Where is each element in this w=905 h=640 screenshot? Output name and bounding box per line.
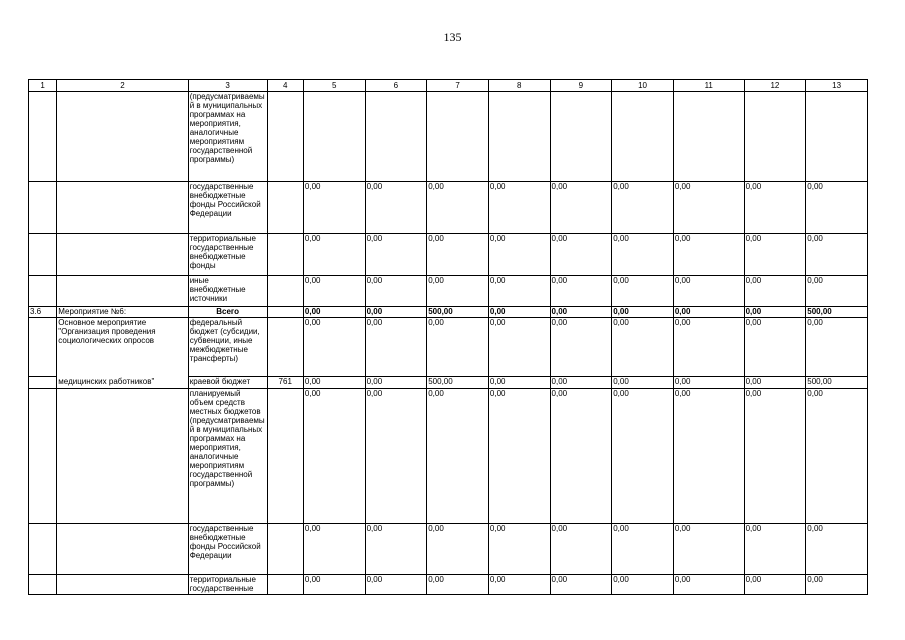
column-header: 1 <box>29 80 57 92</box>
budget-code-cell <box>267 524 303 575</box>
row-number-cell <box>29 182 57 234</box>
amount-cell: 0,00 <box>806 182 868 234</box>
table-row <box>29 575 868 595</box>
column-header: 4 <box>267 80 303 92</box>
amount-cell: 0,00 <box>744 389 806 524</box>
amount-cell: 500,00 <box>427 377 489 389</box>
column-header: 12 <box>744 80 806 92</box>
amount-cell: 0,00 <box>427 389 489 524</box>
amount-cell: 500,00 <box>427 307 489 318</box>
amount-cell: 0,00 <box>612 234 674 276</box>
column-header: 9 <box>550 80 612 92</box>
measure-name-cell <box>57 524 188 575</box>
row-number-cell <box>29 318 57 377</box>
amount-cell: 0,00 <box>488 389 550 524</box>
measure-name-cell: Мероприятие №6: <box>57 307 188 318</box>
amount-cell: 0,00 <box>744 377 806 389</box>
budget-code-cell <box>267 575 303 595</box>
amount-cell: 0,00 <box>303 524 365 575</box>
amount-cell: 0,00 <box>427 318 489 377</box>
amount-cell: 0,00 <box>806 524 868 575</box>
table-row <box>29 182 868 234</box>
column-header: 8 <box>488 80 550 92</box>
amount-cell <box>806 92 868 182</box>
amount-cell: 0,00 <box>612 318 674 377</box>
amount-cell: 0,00 <box>303 575 365 595</box>
amount-cell: 0,00 <box>744 276 806 307</box>
funding-source-cell: планируемый объем средств местных бюджетов (предусматриваемый в муниципальных программах на мероприятия, аналогичные мероприятиям государственной программы) <box>188 389 267 524</box>
amount-cell: 0,00 <box>550 524 612 575</box>
amount-cell: 0,00 <box>303 307 365 318</box>
amount-cell: 0,00 <box>806 318 868 377</box>
amount-cell: 0,00 <box>744 524 806 575</box>
amount-cell: 0,00 <box>744 575 806 595</box>
funding-source-cell: Всего <box>188 307 267 318</box>
amount-cell: 0,00 <box>612 276 674 307</box>
amount-cell: 0,00 <box>427 276 489 307</box>
amount-cell: 0,00 <box>488 307 550 318</box>
funding-source-cell: краевой бюджет <box>188 377 267 389</box>
amount-cell: 0,00 <box>427 575 489 595</box>
column-header: 11 <box>673 80 744 92</box>
amount-cell: 0,00 <box>550 234 612 276</box>
amount-cell: 0,00 <box>806 389 868 524</box>
amount-cell <box>612 92 674 182</box>
amount-cell: 0,00 <box>365 182 427 234</box>
funding-source-cell: федеральный бюджет (субсидии, субвенции, иные межбюджетные трансферты) <box>188 318 267 377</box>
amount-cell: 500,00 <box>806 377 868 389</box>
amount-cell <box>488 92 550 182</box>
column-header: 2 <box>57 80 188 92</box>
measure-name-cell: медицинских работников" <box>57 377 188 389</box>
column-header: 5 <box>303 80 365 92</box>
amount-cell <box>303 92 365 182</box>
amount-cell: 0,00 <box>427 182 489 234</box>
amount-cell: 0,00 <box>550 389 612 524</box>
funding-source-cell: государственные внебюджетные фонды Российской Федерации <box>188 182 267 234</box>
amount-cell: 0,00 <box>488 182 550 234</box>
amount-cell: 0,00 <box>673 307 744 318</box>
amount-cell: 0,00 <box>673 389 744 524</box>
table-header-row <box>29 80 868 92</box>
amount-cell: 0,00 <box>612 389 674 524</box>
amount-cell <box>550 92 612 182</box>
budget-code-cell <box>267 182 303 234</box>
amount-cell: 0,00 <box>673 377 744 389</box>
amount-cell: 0,00 <box>427 524 489 575</box>
amount-cell: 0,00 <box>303 234 365 276</box>
table-row <box>29 307 868 318</box>
amount-cell: 0,00 <box>673 276 744 307</box>
amount-cell: 0,00 <box>365 575 427 595</box>
amount-cell: 0,00 <box>612 182 674 234</box>
amount-cell: 0,00 <box>673 524 744 575</box>
budget-code-cell <box>267 318 303 377</box>
funding-source-cell: территориальные государственные <box>188 575 267 595</box>
table-row <box>29 524 868 575</box>
row-number-cell <box>29 234 57 276</box>
amount-cell: 0,00 <box>744 318 806 377</box>
measure-name-cell <box>57 575 188 595</box>
amount-cell: 0,00 <box>806 234 868 276</box>
amount-cell: 0,00 <box>365 307 427 318</box>
column-header: 10 <box>612 80 674 92</box>
row-number-cell <box>29 276 57 307</box>
amount-cell: 0,00 <box>550 307 612 318</box>
amount-cell: 0,00 <box>488 234 550 276</box>
amount-cell: 0,00 <box>744 307 806 318</box>
table-row <box>29 234 868 276</box>
amount-cell: 0,00 <box>365 389 427 524</box>
amount-cell: 0,00 <box>427 234 489 276</box>
amount-cell: 0,00 <box>488 575 550 595</box>
measure-name-cell <box>57 92 188 182</box>
amount-cell: 0,00 <box>303 377 365 389</box>
amount-cell: 0,00 <box>612 377 674 389</box>
amount-cell: 0,00 <box>744 182 806 234</box>
amount-cell: 0,00 <box>488 524 550 575</box>
row-number-cell <box>29 575 57 595</box>
funding-source-cell: государственные внебюджетные фонды Российской Федерации <box>188 524 267 575</box>
funding-source-cell: (предусматриваемый в муниципальных программах на мероприятия, аналогичные мероприятиям государственной программы) <box>188 92 267 182</box>
amount-cell: 0,00 <box>612 575 674 595</box>
measure-name-cell <box>57 276 188 307</box>
row-number-cell: 3.6 <box>29 307 57 318</box>
budget-code-cell <box>267 389 303 524</box>
amount-cell: 0,00 <box>303 276 365 307</box>
table-row <box>29 377 868 389</box>
amount-cell: 0,00 <box>550 377 612 389</box>
amount-cell <box>673 92 744 182</box>
budget-table <box>28 79 868 595</box>
table-row <box>29 276 868 307</box>
amount-cell: 0,00 <box>488 318 550 377</box>
amount-cell: 0,00 <box>365 524 427 575</box>
amount-cell: 0,00 <box>806 276 868 307</box>
measure-name-cell <box>57 389 188 524</box>
measure-name-cell <box>57 234 188 276</box>
amount-cell: 0,00 <box>488 276 550 307</box>
amount-cell: 0,00 <box>488 377 550 389</box>
budget-code-cell <box>267 307 303 318</box>
amount-cell: 0,00 <box>303 182 365 234</box>
measure-name-cell <box>57 182 188 234</box>
row-number-cell <box>29 524 57 575</box>
amount-cell: 0,00 <box>673 575 744 595</box>
column-header: 13 <box>806 80 868 92</box>
budget-code-cell <box>267 92 303 182</box>
budget-code-cell <box>267 234 303 276</box>
table-row <box>29 92 868 182</box>
column-header: 6 <box>365 80 427 92</box>
amount-cell: 0,00 <box>612 524 674 575</box>
budget-code-cell <box>267 276 303 307</box>
row-number-cell <box>29 92 57 182</box>
amount-cell: 0,00 <box>806 575 868 595</box>
amount-cell: 0,00 <box>673 234 744 276</box>
measure-name-cell: Основное мероприятие "Организация проведения социологических опросов <box>57 318 188 377</box>
amount-cell: 0,00 <box>365 276 427 307</box>
table-row <box>29 318 868 377</box>
amount-cell <box>365 92 427 182</box>
row-number-cell <box>29 389 57 524</box>
amount-cell: 0,00 <box>303 318 365 377</box>
column-header: 3 <box>188 80 267 92</box>
amount-cell: 0,00 <box>550 318 612 377</box>
column-header: 7 <box>427 80 489 92</box>
amount-cell: 0,00 <box>365 234 427 276</box>
amount-cell: 0,00 <box>303 389 365 524</box>
amount-cell <box>427 92 489 182</box>
row-number-cell <box>29 377 57 389</box>
amount-cell: 0,00 <box>550 575 612 595</box>
amount-cell: 0,00 <box>365 318 427 377</box>
funding-source-cell: территориальные государственные внебюджетные фонды <box>188 234 267 276</box>
amount-cell: 0,00 <box>550 276 612 307</box>
amount-cell: 0,00 <box>673 182 744 234</box>
budget-code-cell: 761 <box>267 377 303 389</box>
funding-source-cell: иные внебюджетные источники <box>188 276 267 307</box>
amount-cell: 500,00 <box>806 307 868 318</box>
page-number: 135 <box>443 30 462 44</box>
amount-cell: 0,00 <box>550 182 612 234</box>
amount-cell: 0,00 <box>673 318 744 377</box>
table-row <box>29 389 868 524</box>
amount-cell <box>744 92 806 182</box>
amount-cell: 0,00 <box>612 307 674 318</box>
amount-cell: 0,00 <box>744 234 806 276</box>
amount-cell: 0,00 <box>365 377 427 389</box>
